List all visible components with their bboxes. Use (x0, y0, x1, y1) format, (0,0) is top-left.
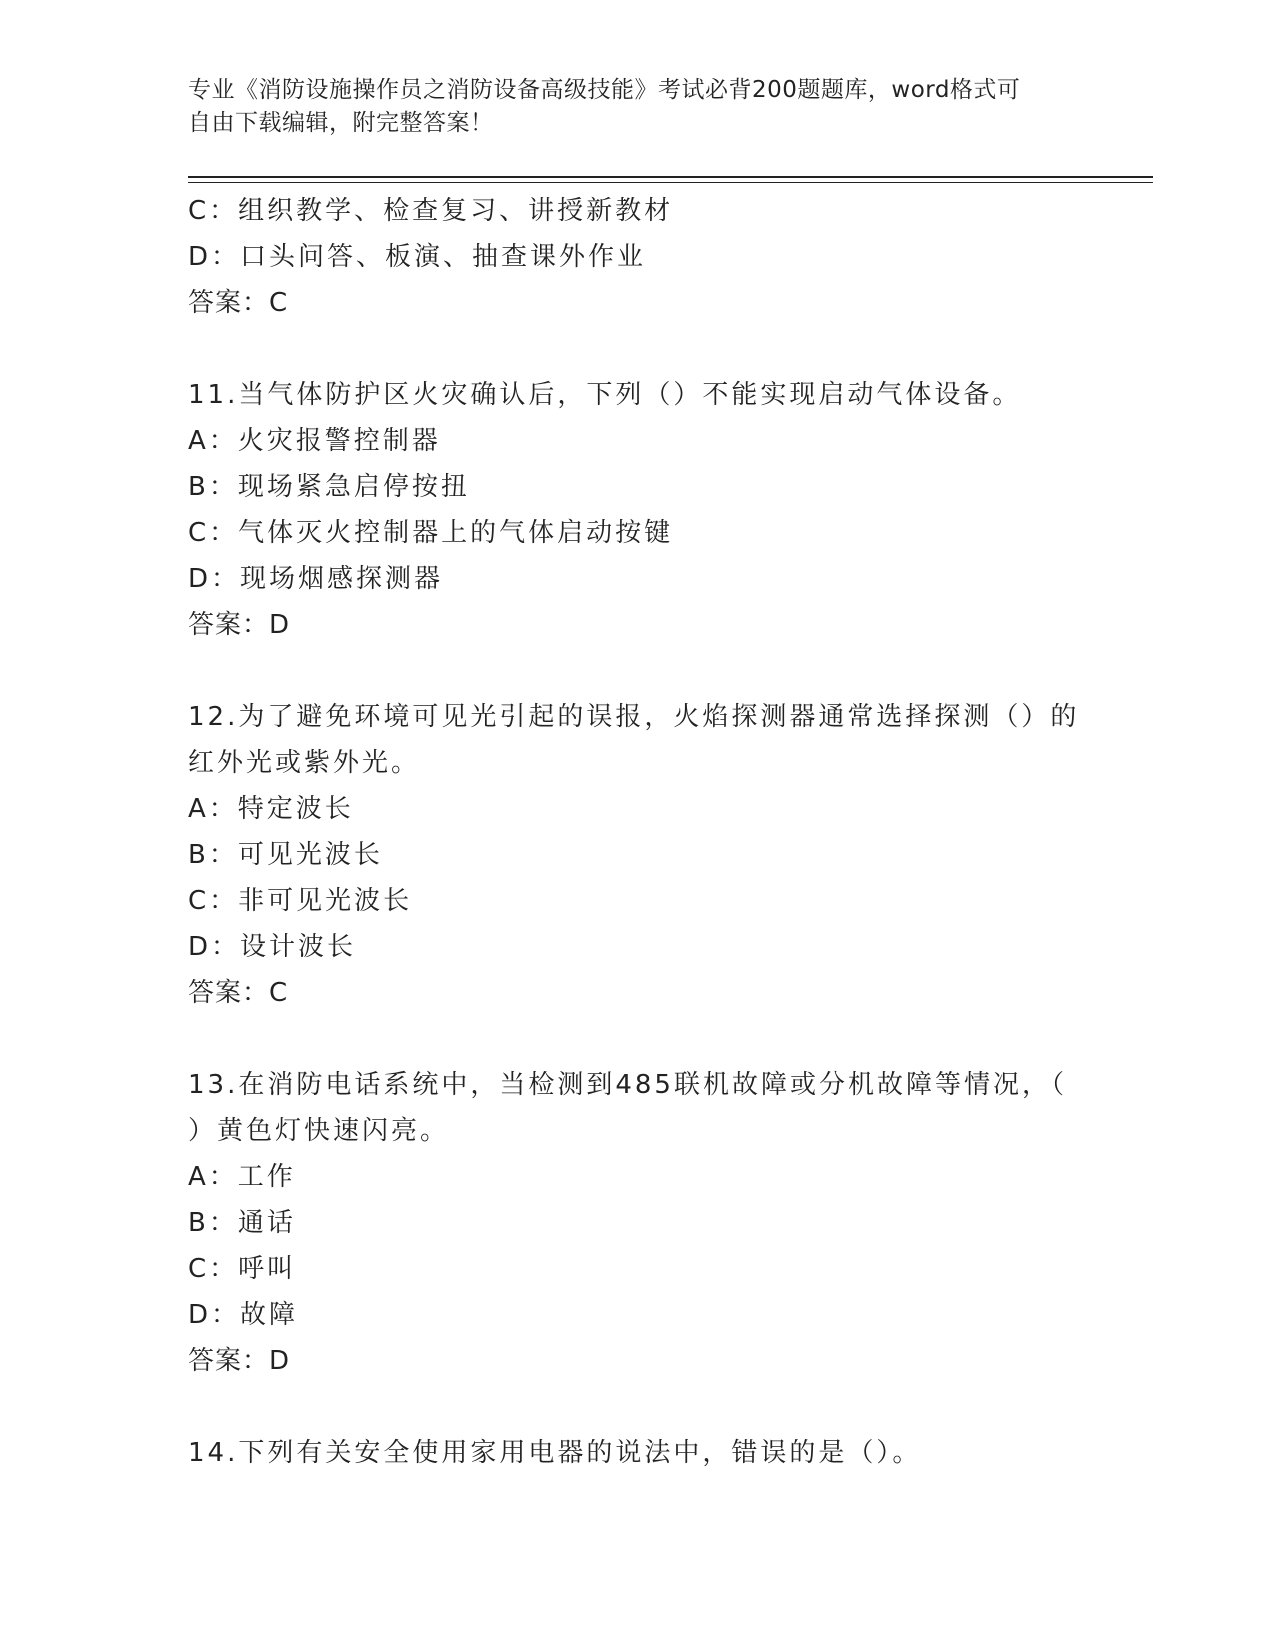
spacer (188, 1016, 1088, 1062)
spacer (188, 1384, 1088, 1430)
document-header (188, 74, 1088, 140)
question-text-line-2: 红外光或紫外光。 (188, 748, 421, 778)
option-b: B：通话 (188, 1208, 296, 1238)
question-text-line-1: 12.为了避免环境可见光引起的误报，火焰探测器通常选择探测（）的 (188, 702, 1080, 732)
question-text-line-2: ）黄色灯快速闪亮。 (188, 1116, 450, 1146)
answer-line: 答案：D (188, 610, 291, 640)
option-c: C：呼叫 (188, 1254, 297, 1284)
option-d: D：故障 (188, 1300, 299, 1330)
header-title-line-1: 专业《消防设施操作员之消防设备高级技能》考试必背200题题库，word格式可 (188, 77, 1021, 103)
option-b: B：可见光波长 (188, 840, 383, 870)
option-c: C：非可见光波长 (188, 886, 413, 916)
answer-line: 答案：C (188, 978, 289, 1008)
header-divider-thin (188, 182, 1153, 183)
spacer (188, 326, 1088, 372)
option-d: D：口头问答、板演、抽查课外作业 (188, 242, 647, 272)
option-d: D：设计波长 (188, 932, 357, 962)
answer-line: 答案：C (188, 288, 289, 318)
header-title-line-2: 自由下载编辑，附完整答案！ (188, 110, 494, 136)
option-d: D：现场烟感探测器 (188, 564, 444, 594)
document-body (188, 188, 1088, 1476)
question-text: 14.下列有关安全使用家用电器的说法中，错误的是（）。 (188, 1438, 922, 1468)
option-c: C：组织教学、检查复习、讲授新教材 (188, 196, 674, 226)
question-block-12 (188, 694, 1088, 1016)
spacer (188, 648, 1088, 694)
question-block-14 (188, 1430, 1088, 1476)
option-a: A：工作 (188, 1162, 296, 1192)
question-block-10 (188, 188, 1088, 326)
option-c: C：气体灭火控制器上的气体启动按键 (188, 518, 674, 548)
option-a: A：火灾报警控制器 (188, 426, 441, 456)
question-text-line-1: 13.在消防电话系统中，当检测到485联机故障或分机故障等情况，（ (188, 1070, 1067, 1100)
answer-line: 答案：D (188, 1346, 291, 1376)
header-divider-thick (188, 176, 1153, 178)
option-b: B：现场紧急启停按扭 (188, 472, 470, 502)
question-block-13 (188, 1062, 1088, 1384)
question-block-11 (188, 372, 1088, 648)
question-text: 11.当气体防护区火灾确认后，下列（）不能实现启动气体设备。 (188, 380, 1022, 410)
option-a: A：特定波长 (188, 794, 354, 824)
